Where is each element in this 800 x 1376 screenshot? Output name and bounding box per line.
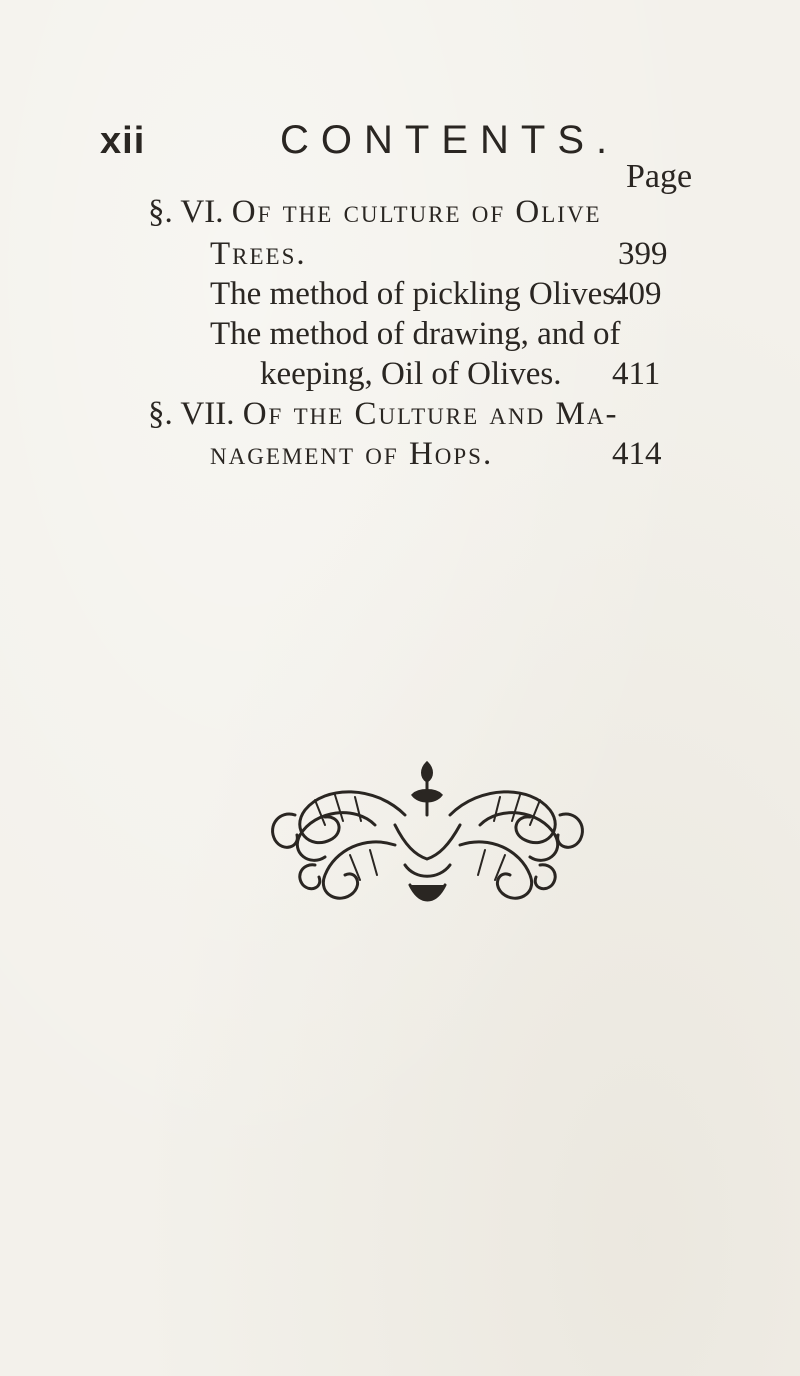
toc-entry-vii-line1 xyxy=(148,396,618,433)
scroll-vignette-ornament-icon xyxy=(255,755,600,915)
section-mark: §. xyxy=(148,194,173,230)
toc-entry-oil-line2: keeping, Oil of Olives. xyxy=(260,356,562,392)
section-number: VII. xyxy=(180,396,235,432)
entry-title: Of the Culture and Ma- xyxy=(242,396,619,432)
toc-entry-vi-line2: Trees. xyxy=(210,236,307,272)
toc-entry-vi-page: 399 xyxy=(618,236,668,272)
toc-entry-oil-page: 411 xyxy=(612,356,661,392)
toc-entry-pickling-page: 409 xyxy=(612,276,662,312)
running-head: CONTENTS. xyxy=(280,118,620,162)
toc-entry-vi-line1 xyxy=(148,194,602,231)
toc-entry-vii-line2: nagement of Hops. xyxy=(210,436,494,472)
page-folio: xii xyxy=(100,120,146,162)
entry-title: Of the culture of Olive xyxy=(231,194,602,230)
toc-entry-pickling: The method of pickling Olives. xyxy=(210,276,624,312)
page-column-label: Page xyxy=(626,158,693,195)
toc-entry-vii-page: 414 xyxy=(612,436,662,472)
section-number: VI. xyxy=(180,194,224,230)
section-mark: §. xyxy=(148,396,173,432)
toc-entry-oil-line1: The method of drawing, and of xyxy=(210,316,621,352)
